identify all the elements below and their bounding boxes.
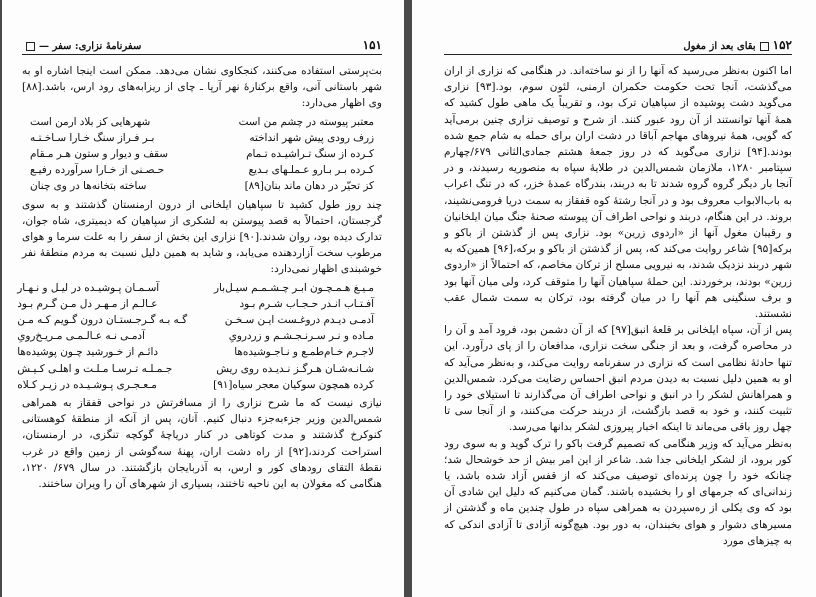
verse-hemistich: آفـتـاب انـدر حـجـاب شـرم بـود [239,297,374,310]
verse-hemistich: حـصـنی از خـارا سرآورده رفیـع [30,164,165,177]
left-page-header [22,38,382,55]
running-title-text: بقای بعد از مغول [683,41,756,52]
paragraph: بت‌پرستی استفاده می‌کنند، کنجکاوی نشان می‌دهد. ممکن است اینجا اشاره او به شهر باستانی آنی، واقع برکنارهٔ نهر آرپا ـ چای از ریزابه‌های رود ارس، باشد.[۸۸] وی اظهار می‌دارد: [22,65,382,110]
right-page-body [444,63,792,549]
verse-hemistich: گـه بـه گـرجـستـان درون گـویم کـه مـن [17,314,188,327]
running-title [22,41,141,52]
right-page [412,0,816,597]
paragraph: نیازی نیست که ما شرح نزاری را از مسافرتش در نواحی قفقاز به همراهی شمس‌الدین وزیر جزء‌به‌جزء دنبال کنیم. آنان، پس از آنکه از منطقهٔ کوهستانی کنوکرخ گذشتند و مدت کوتاهی در کنار دریاچهٔ گوکچه تنگزی، در ارمنستان، استراحت کردند،[۹۲] از راه دشت اران، پهنهٔ سه‌گوشی از زمین واقع در غرب نقطهٔ التقای رودهای کور و ارس، به آذربایجان بازگشتند. در سال ۶۷۹/ ۱۲۲۰، هنگامی که مغولان به این ناحیه تاختند، بسیاری از شهرهای آن را ویران ساختند. [22,397,383,491]
verse-hemistich: جـمـلـه تـرسـا مـلـت و اهلـی کـیـش [17,362,173,375]
paragraph: اما اکنون به‌نظر می‌رسید که آنها را از نو ساخته‌اند. در هنگامی که نزاری از اران می‌گذشت، آنجا تحت حکومت حکمران ارمنی، لئون سوم، بود.[۹۳] نزاری می‌گوید دشت پوشیده از سپاهیان ترک بود، و تقریباً یک ماهی طول کشید که همهٔ آنها توانستند از آن رود عبور کنند. از شرح و توصیف نزاری چنین برمی‌آید که گویی، همهٔ نیروهای مهاجم آباقا در دشت اران برای حمله به شام جمع شده بودند.[۹۴] نزاری می‌گوید که در روز جمعهٔ هشتم جمادی‌الثانی ۶۷۹/چهارم سپتامبر ۱۲۸۰، ملازمان شمس‌الدین در طلایهٔ سپاه به منصوریه رسیدند، و در آنجا بار دیگر گروه گروه شدند تا به دربند، بندرگاه عمدهٔ خزر، که در تنگ اعراب به باب‌الابواب معروف بود و در آنجا رشتهٔ کوه قفقاز به سمت دریا فرومی‌نشیند، بروند. در این هنگام، دربند و نواحی اطراف آن پیوسته صحنهٔ جنگ میان ایلخانیان و رقیبان مغول آنها از «اردوی زرین» بود. نزاری پس از گذشتن از باکو و برکه[۹۵] شاعر روایت می‌کند که، پس از گذشتن از باکو و برکه،[۹۶] همین‌که به شهر دربند نزدیک شدند، به نیرویی مسلح از ترکان مخاصم، که احتمالاً از «اردوی زرین» بودند، برخوردند. این حملهٔ سپاهیان آنها را متوقف کرد، ولی میان آنها بود و برف سنگینی هم آنها را در میان گرفته بود، ترکان به سمت شمال عقب نشستند. [444,65,792,321]
verse-hemistich: آدمـی نـه عـالـمـی مـریـخ‌رویِ [17,330,145,343]
verse-hemistich: ساخته بتخانه‌ها در وی چنان [30,180,147,193]
poem-block [17,280,374,393]
verse-hemistich: لاجـرم خـام‌طمـع و نـاجـوشیده‌ها [234,346,374,359]
right-page-header [444,38,792,55]
verse-hemistich: کرده همچون سوکیان معجر سیاه[۹۱] [213,378,374,391]
running-title-text: سفرنامهٔ نزاری: سفر — [39,41,142,52]
verse-hemistich: شـانـه‌شـان هـرگـز نـدیـده روی ریش [216,362,374,375]
verse-hemistich: دائـم از خـورشید چـون پوشیده‌ها [17,346,158,359]
left-page [2,0,404,597]
running-title [683,38,792,52]
verse-hemistich: مـیـغ هـمـچـون ابـر چـشـمـم سیـل‌بار [214,281,374,294]
verse-hemistich: سقف و دیوار و ستون هـر مـقام [30,148,168,161]
verse-hemistich: بـر فـراز سنگ خـارا سـاخـتـه [30,131,155,144]
verse-hemistich: کز تحیّر در دهان ماند بنان[۸۹] [244,180,374,193]
verse-hemistich: کـرده بـر بـارو عـملـهای بـدیع [248,164,374,177]
paragraph: پس از آن، سپاه ایلخانی بر قلعهٔ انبق[۹۷] که از آن دشمن بود، فرود آمد و آن را در محاصره گرفت، و بعد از جنگی سخت نزاری، مدافعان را از پای درآورد. این تنها حادثهٔ نظامی است که نزاری در سفرنامه روایت می‌کند، و به‌نظر می‌آید که او به همین دلیل نسبت به دیدن مردم انبق احساس رضایت می‌کرد. شمس‌الدین و همراهانش لشکر را در انبق و نواحی اطراف آن می‌گذارند تا استیلای خود را تثبیت کنند، و خود به قصد بازگشت، از دربند حرکت می‌کنند، و از آنجا سی تا چهل روز باقی می‌ماند تا اینکه اخبار پیروزی لشکر بدانها می‌رسد. [444,324,792,434]
verse-hemistich: مـعـجـری پـوشـیـده در زیـر کـلاه [17,378,157,391]
left-page-body [17,63,383,492]
verse-hemistich: شهرهایی کز بلاد ارمن است [30,115,151,128]
verse-hemistich: آدمـی دیـدم دروغـست ایـن سـخـن [224,314,374,327]
page-number: ۱۵۱ [362,38,382,52]
poem-block [30,114,374,195]
paragraph: چند روز طول کشید تا سپاهیان ایلخانی از درون ارمنستان گذشتند و به سوی گرجستان، احتمالاً به قصد پیوستن به لشکری از سپاهیان که دیمیتری، شاه جوان، تدارک دیده بود، روان شدند.[۹۰] نزاری این بخش از سفر را به علت سرما و هوای مرطوب سخت آزاردهنده می‌یابد، و شاید به همین دلیل نسبت به مردم منطقهٔ نفر خوشبندی اظهار نمی‌دارد: [22,198,382,276]
verse-hemistich: کـرده از سنگ تـراشیـده تـمام [246,148,374,161]
square-ornament-icon [26,42,35,51]
verse-hemistich: مـاده و نـر سـرنـجـشـم و زردرویِ [228,330,374,343]
verse-hemistich: معتبر پیوسته در چشم من است [238,115,374,128]
verse-hemistich: زرف رودی پیش شهر انداخته [249,131,374,144]
square-ornament-icon [760,42,769,51]
verse-hemistich: عـالـم از مـهـر دل مـن گـرم بـود [17,297,158,310]
paragraph: به‌نظر می‌آید که وزیر هنگامی که تصمیم گرفت باکو را ترک گوید و به سوی رود کور برود، از لشکر ایلخانی جدا شد. شاعر از این امر بیش از حد خوشحال شد؛ چنانکه خود را چون پرنده‌ای توصیف می‌کند که از قفس آزاد شده باشد، یا زندانی‌ای که جرمهای او را بخشیده باشند. گمان می‌کنیم که دلیل این شادی آن بود که وی یکلی از ره‌سپردن به همراهی سپاه در طول چندین ماه و گذشتن از مسیرهای دشوار و هوای بخبندان، به دور بود. هیچ‌گونه آزادی تا آزادی اندکی که به چیزهای مورد [444,437,792,547]
page-number: ۱۵۲ [772,38,792,52]
verse-hemistich: آسـمـان پـوشیـده در لیـل و نـهـار [17,281,160,294]
